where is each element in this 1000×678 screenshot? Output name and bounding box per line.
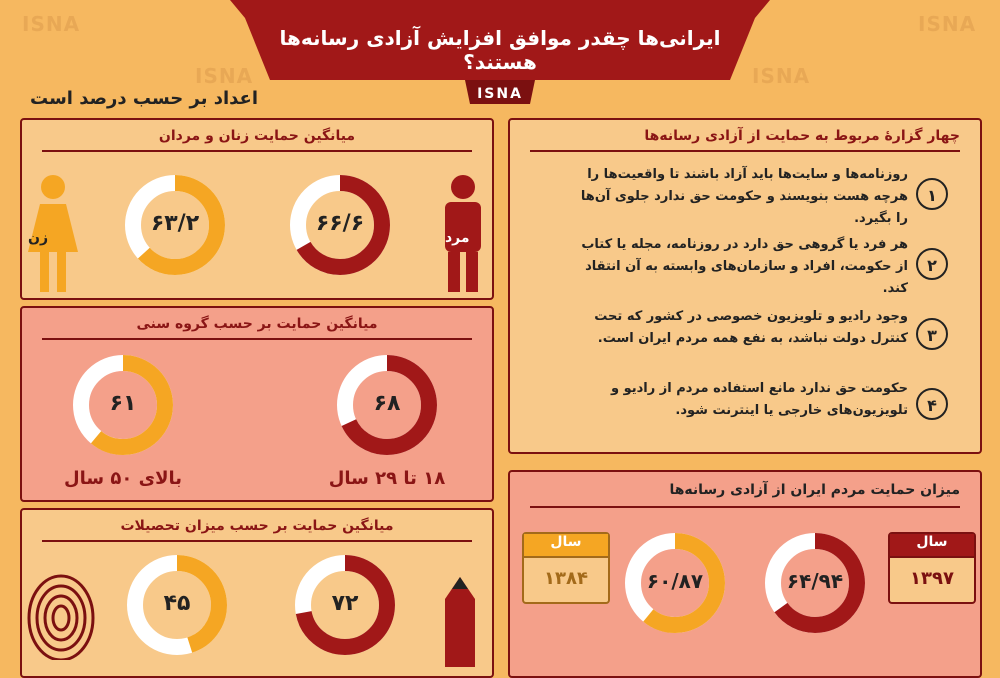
man-label: مرد (445, 230, 470, 246)
statement-number: ۳ (916, 318, 948, 350)
page-title: ایرانی‌ها چقدر موافق افزایش آزادی رسانه‌ها هستند؟ (279, 26, 721, 74)
statement-item: روزنامه‌ها و سایت‌ها باید آزاد باشند تا واقعیت‌ها را هرچه هست بنویسند و حکومت حق ندارد جلوی آن‌ها را بگیرد. (580, 167, 908, 226)
watermark: ISNA (22, 12, 81, 36)
gender-panel (20, 118, 494, 300)
women-value: ۶۳/۲ (150, 211, 200, 236)
old-year-word: سال (550, 534, 582, 550)
watermark: ISNA (918, 12, 977, 36)
statement-number: ۱ (916, 178, 948, 210)
divider (530, 506, 960, 508)
isna-logo: ISNA (477, 86, 523, 102)
divider (42, 540, 472, 542)
recent-year: ۱۳۹۷ (910, 568, 954, 589)
statement-item: هر فرد یا گروهی حق دارد در روزنامه، مجله یا کتاب از حکومت، افراد و سازمان‌های وابسته به آن انتقاد کند. (581, 237, 908, 296)
gender-panel-title: میانگین حمایت زنان و مردان (158, 128, 356, 144)
old-year: ۱۳۸۴ (544, 568, 588, 589)
young-age-value: ۶۸ (373, 391, 401, 416)
watermark: ISNA (752, 64, 811, 88)
recent-year-value: ۶۴/۹۴ (786, 569, 844, 593)
high-education-value: ۷۲ (331, 591, 359, 616)
age-panel-title: میانگین حمایت بر حسب گروه سنی (136, 316, 378, 332)
years-title: میزان حمایت مردم ایران از آزادی رسانه‌ها (669, 482, 960, 498)
divider (42, 150, 472, 152)
low-education-value: ۴۵ (163, 591, 191, 616)
recent-year-word: سال (916, 534, 948, 550)
divider (530, 150, 960, 152)
statements-title: چهار گزارهٔ مربوط به حمایت از آزادی رسانه‌ها (644, 128, 960, 144)
woman-label: زن (28, 230, 49, 246)
statement-item: وجود رادیو و تلویزیون خصوصی در کشور که تحت کنترل دولت نباشد، به نفع همه مردم ایران است. (594, 309, 908, 346)
divider (42, 338, 472, 340)
young-age-label: ۱۸ تا ۲۹ سال (328, 468, 446, 489)
watermark: ISNA (195, 64, 254, 88)
statement-item: حکومت حق ندارد مانع استفاده مردم از رادیو و تلویزیون‌های خارجی یا اینترنت شود. (610, 381, 908, 418)
education-panel-title: میانگین حمایت بر حسب میزان تحصیلات (120, 518, 394, 534)
fingerprint-icon (26, 570, 96, 660)
statement-number: ۴ (916, 388, 948, 420)
statement-number: ۲ (916, 248, 948, 280)
statements-panel (508, 118, 982, 454)
men-value: ۶۶/۶ (315, 211, 365, 236)
old-year-value: ۶۰/۸۷ (646, 569, 704, 593)
old-age-value: ۶۱ (109, 391, 137, 416)
unit-note: اعداد بر حسب درصد است (30, 88, 258, 109)
old-age-label: بالای ۵۰ سال (63, 468, 183, 489)
pencil-icon (430, 575, 490, 667)
